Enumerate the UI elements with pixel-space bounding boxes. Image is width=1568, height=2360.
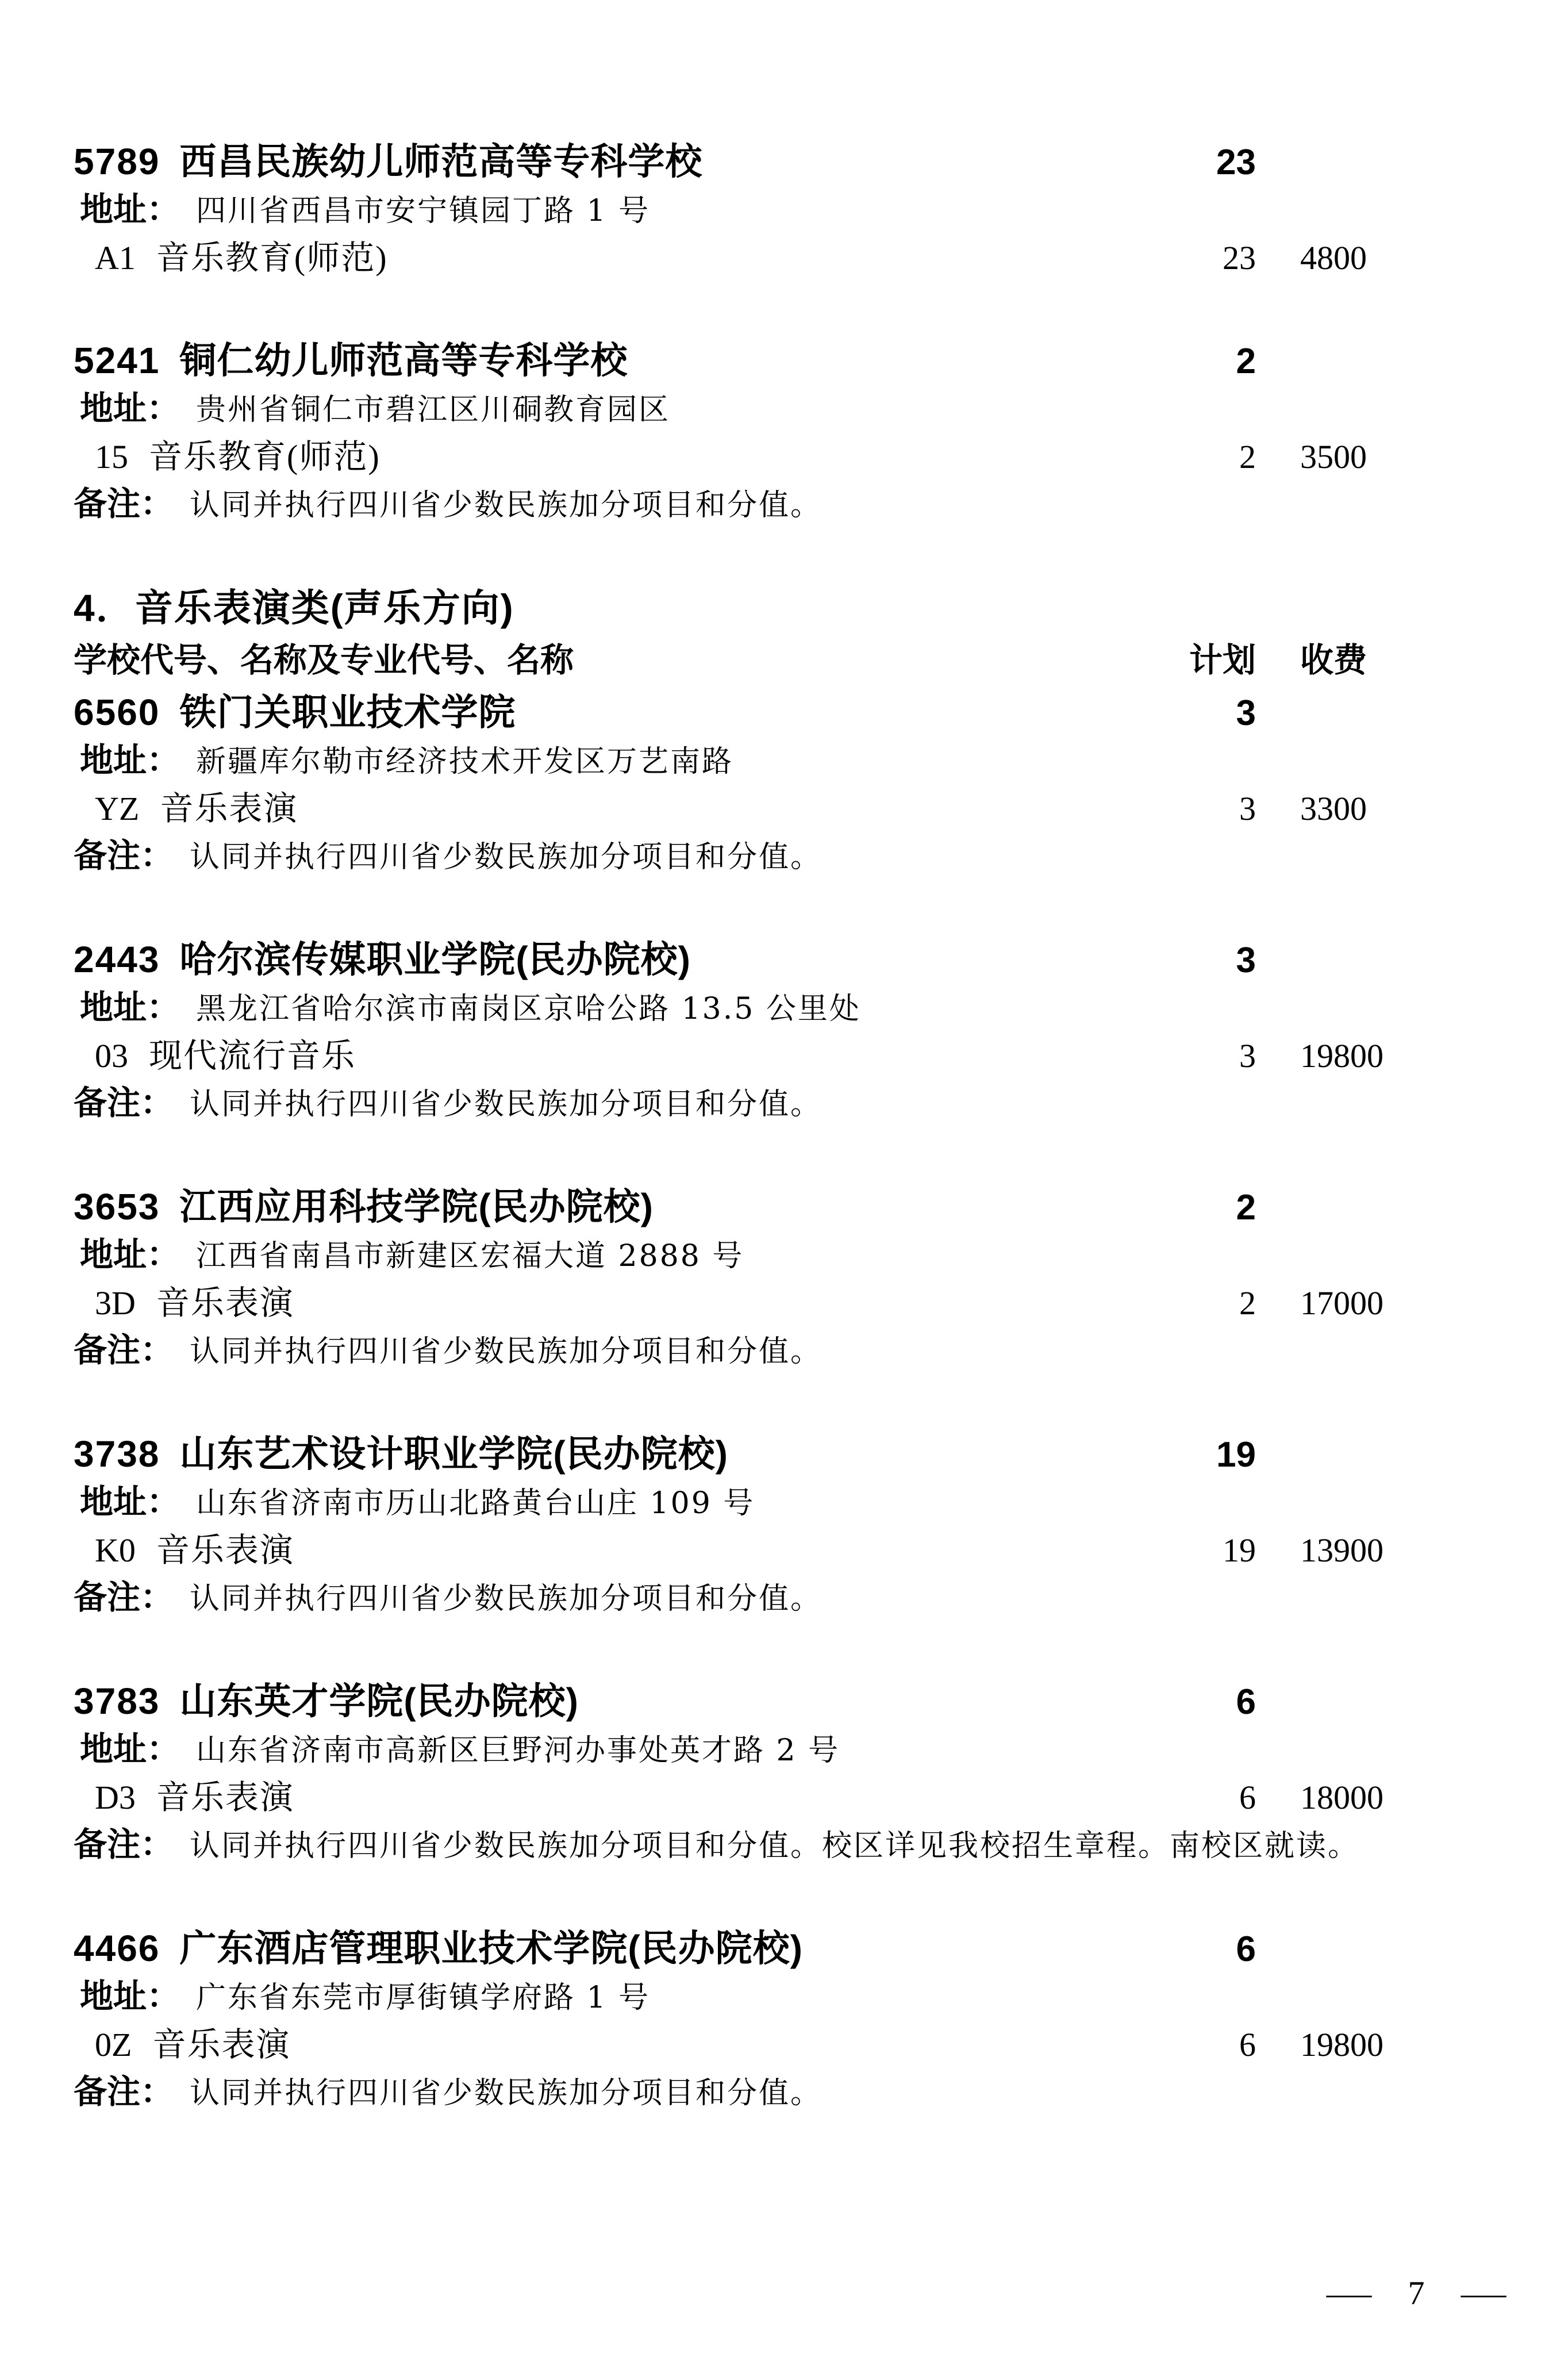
- school-row: [74, 936, 1385, 984]
- school-line-text: [74, 337, 1181, 384]
- remark-label: 备注：: [74, 485, 174, 523]
- school-block: [74, 1678, 1385, 1870]
- school-block: [74, 337, 1385, 529]
- page-content: [74, 138, 1385, 2172]
- remark-row: [74, 481, 1385, 529]
- major-code: YZ: [95, 790, 140, 827]
- remark-label: 备注：: [74, 837, 174, 874]
- remark-text: 认同并执行四川省少数民族加分项目和分值。: [190, 1087, 823, 1122]
- major-row: [74, 1280, 1385, 1327]
- address-label: 地址：: [80, 742, 180, 779]
- school-block: [74, 1430, 1385, 1622]
- remark-text: 认同并执行四川省少数民族加分项目和分值。: [190, 1334, 823, 1369]
- school-plan-count: 6: [1236, 1682, 1256, 1722]
- major-plan-count: 2: [1239, 438, 1256, 475]
- major-name: 音乐表演: [156, 1284, 294, 1322]
- major-line-text: [74, 1527, 1181, 1574]
- section-title: 4．音乐表演类(声乐方向): [74, 586, 514, 629]
- remark-row: [74, 1574, 1385, 1622]
- school-code: 2443: [74, 939, 160, 980]
- school-line-text: [74, 689, 1181, 736]
- address-text: 山东省济南市高新区巨野河办事处英才路 2 号: [196, 1733, 840, 1768]
- school-code: 4466: [74, 1928, 160, 1969]
- remark-row: [74, 2069, 1385, 2117]
- major-line-text: [74, 235, 1181, 282]
- major-name: 音乐表演: [156, 1532, 294, 1569]
- remark-row: [74, 1080, 1385, 1128]
- footer-right-dash: —: [1461, 2274, 1506, 2312]
- major-row: [74, 433, 1385, 481]
- major-row: [74, 2021, 1385, 2069]
- address-text: 新疆库尔勒市经济技术开发区万艺南路: [196, 745, 734, 779]
- school-row: [74, 337, 1385, 385]
- school-plan-count: 23: [1216, 143, 1256, 182]
- major-plan-count: 2: [1239, 1284, 1256, 1322]
- school-name: 江西应用科技学院(民办院校): [179, 1186, 654, 1227]
- address-label: 地址：: [80, 989, 180, 1026]
- major-name: 现代流行音乐: [149, 1037, 356, 1075]
- major-code: 03: [95, 1037, 128, 1075]
- major-code: D3: [95, 1779, 136, 1816]
- major-row: [74, 1033, 1385, 1080]
- column-header-fee: 收费: [1300, 642, 1367, 679]
- address-text: 江西省南昌市新建区宏福大道 2888 号: [196, 1239, 744, 1273]
- major-row: [74, 235, 1385, 282]
- major-fee-value: 3500: [1300, 438, 1367, 475]
- remark-row: [74, 1821, 1385, 1870]
- school-code: 5789: [74, 141, 160, 182]
- school-line-text: [74, 1925, 1181, 1972]
- school-name: 山东英才学院(民办院校): [179, 1680, 579, 1722]
- remark-row: [74, 1327, 1385, 1375]
- remark-label: 备注：: [74, 1826, 174, 1863]
- address-label: 地址：: [80, 1730, 180, 1768]
- remark-row: [74, 832, 1385, 881]
- school-block: [74, 138, 1385, 282]
- school-name: 铜仁幼儿师范高等专科学校: [179, 340, 628, 381]
- address-row: [74, 1479, 1385, 1527]
- address-label: 地址：: [80, 1978, 180, 2015]
- school-name: 哈尔滨传媒职业学院(民办院校): [179, 939, 691, 980]
- school-row: [74, 1678, 1385, 1726]
- school-plan-count: 2: [1236, 1188, 1256, 1227]
- address-row: [74, 984, 1385, 1033]
- remark-text: 认同并执行四川省少数民族加分项目和分值。: [190, 488, 823, 523]
- school-name: 山东艺术设计职业学院(民办院校): [179, 1433, 728, 1475]
- school-code: 5241: [74, 340, 160, 381]
- major-code: A1: [95, 239, 136, 277]
- pre-section-blocks: [74, 138, 1385, 529]
- school-row: [74, 138, 1385, 186]
- school-line-text: [74, 138, 1181, 185]
- school-plan-count: 6: [1236, 1929, 1256, 1969]
- school-code: 3738: [74, 1433, 160, 1475]
- major-name: 音乐表演: [152, 2026, 291, 2063]
- address-row: [74, 737, 1385, 785]
- major-fee-value: 4800: [1300, 239, 1367, 277]
- column-header-school: 学校代号、名称及专业代号、名称: [74, 642, 574, 679]
- major-fee-value: 13900: [1300, 1532, 1383, 1569]
- remark-label: 备注：: [74, 1331, 174, 1369]
- school-line-text: [74, 936, 1181, 983]
- major-plan-count: 23: [1223, 239, 1256, 277]
- address-row: [74, 385, 1385, 433]
- remark-label: 备注：: [74, 1084, 174, 1122]
- school-code: 3653: [74, 1186, 160, 1227]
- address-row: [74, 1726, 1385, 1774]
- major-name: 音乐教育(师范): [156, 239, 388, 277]
- address-row: [74, 1231, 1385, 1280]
- major-plan-count: 3: [1239, 790, 1256, 827]
- address-row: [74, 1973, 1385, 2021]
- school-block: [74, 689, 1385, 881]
- address-text: 山东省济南市历山北路黄台山庄 109 号: [196, 1486, 755, 1521]
- school-block: [74, 1925, 1385, 2117]
- school-row: [74, 689, 1385, 737]
- school-row: [74, 1183, 1385, 1231]
- major-code: 0Z: [95, 2026, 132, 2063]
- major-name: 音乐表演: [156, 1779, 294, 1816]
- remark-text: 认同并执行四川省少数民族加分项目和分值。校区详见我校招生章程。南校区就读。: [190, 1829, 1360, 1863]
- remark-text: 认同并执行四川省少数民族加分项目和分值。: [190, 2076, 823, 2110]
- page-footer: [1326, 2274, 1506, 2312]
- major-plan-count: 6: [1239, 1779, 1256, 1816]
- address-text: 四川省西昌市安宁镇园丁路 1 号: [196, 194, 651, 228]
- major-line-text: [74, 785, 1181, 832]
- major-code: 15: [95, 438, 128, 475]
- major-name: 音乐教育(师范): [149, 438, 381, 475]
- major-line-text: [74, 433, 1181, 481]
- school-code: 3783: [74, 1680, 160, 1722]
- school-name: 西昌民族幼儿师范高等专科学校: [179, 141, 703, 182]
- school-line-text: [74, 1678, 1181, 1725]
- school-code: 6560: [74, 692, 160, 733]
- major-fee-value: 18000: [1300, 1779, 1383, 1816]
- school-plan-count: 19: [1216, 1435, 1256, 1475]
- remark-text: 认同并执行四川省少数民族加分项目和分值。: [190, 1582, 823, 1616]
- section-blocks: [74, 689, 1385, 2117]
- school-block: [74, 936, 1385, 1128]
- major-line-text: [74, 1033, 1181, 1080]
- address-label: 地址：: [80, 1236, 180, 1273]
- major-row: [74, 1527, 1385, 1574]
- address-text: 贵州省铜仁市碧江区川硐教育园区: [196, 393, 671, 427]
- major-plan-count: 19: [1223, 1532, 1256, 1569]
- major-plan-count: 3: [1239, 1037, 1256, 1075]
- major-fee-value: 17000: [1300, 1284, 1383, 1322]
- major-fee-value: 19800: [1300, 1037, 1383, 1075]
- school-row: [74, 1430, 1385, 1479]
- major-code: 3D: [95, 1284, 136, 1322]
- major-line-text: [74, 1774, 1181, 1821]
- major-line-text: [74, 1280, 1181, 1327]
- school-line-text: [74, 1430, 1181, 1478]
- major-row: [74, 785, 1385, 832]
- school-plan-count: 3: [1236, 941, 1256, 980]
- school-name: 广东酒店管理职业技术学院(民办院校): [179, 1928, 803, 1969]
- footer-left-dash: —: [1326, 2274, 1372, 2312]
- remark-label: 备注：: [74, 1579, 174, 1616]
- school-name: 铁门关职业技术学院: [179, 692, 516, 733]
- school-row: [74, 1925, 1385, 1973]
- remark-text: 认同并执行四川省少数民族加分项目和分值。: [190, 840, 823, 874]
- major-fee-value: 19800: [1300, 2026, 1383, 2063]
- major-line-text: [74, 2021, 1181, 2069]
- address-text: 广东省东莞市厚街镇学府路 1 号: [196, 1981, 651, 2015]
- school-plan-count: 2: [1236, 341, 1256, 381]
- address-label: 地址：: [80, 1483, 180, 1521]
- address-label: 地址：: [80, 191, 180, 228]
- school-line-text: [74, 1183, 1181, 1230]
- major-row: [74, 1774, 1385, 1821]
- page-number: 7: [1408, 2274, 1425, 2312]
- major-plan-count: 6: [1239, 2026, 1256, 2063]
- school-plan-count: 3: [1236, 693, 1256, 733]
- column-header-plan: 计划: [1189, 642, 1256, 679]
- remark-label: 备注：: [74, 2073, 174, 2110]
- column-header-row: [74, 637, 1385, 684]
- address-text: 黑龙江省哈尔滨市南岗区京哈公路 13.5 公里处: [196, 992, 861, 1026]
- major-name: 音乐表演: [160, 790, 298, 827]
- major-fee-value: 3300: [1300, 790, 1367, 827]
- major-code: K0: [95, 1532, 136, 1569]
- school-block: [74, 1183, 1385, 1375]
- address-row: [74, 186, 1385, 235]
- address-label: 地址：: [80, 390, 180, 427]
